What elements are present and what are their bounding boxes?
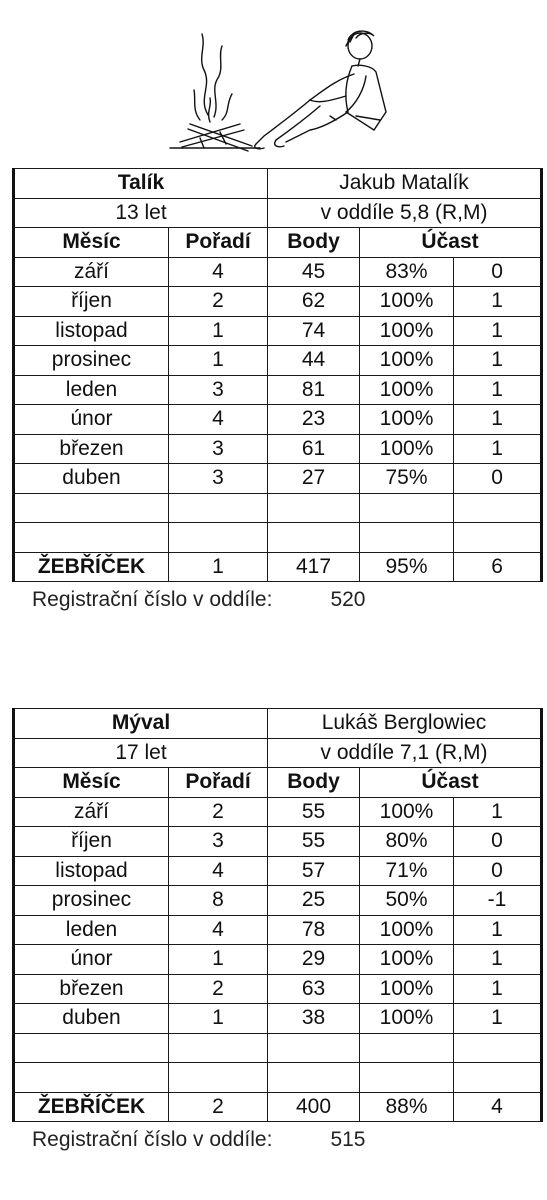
cell-rank: 3 [169, 464, 268, 494]
cell-attendance: 100% [360, 1004, 454, 1034]
member-tenure: v oddíle 5,8 (R,M) [268, 198, 542, 228]
empty-cell [268, 493, 360, 523]
member-nickname: Mýval [14, 709, 268, 739]
cell-month: září [14, 257, 169, 287]
cell-points: 44 [268, 346, 360, 376]
cell-points: 81 [268, 375, 360, 405]
cell-points: 78 [268, 915, 360, 945]
cell-rank: 4 [169, 405, 268, 435]
empty-cell [268, 523, 360, 553]
cell-month: září [14, 797, 169, 827]
cell-points: 38 [268, 1004, 360, 1034]
member-table [12, 168, 543, 582]
registration-label: Registrační číslo v oddíle: [32, 588, 273, 611]
empty-cell [454, 493, 542, 523]
empty-cell [268, 1063, 360, 1093]
cell-attendance: 100% [360, 945, 454, 975]
empty-cell [360, 1063, 454, 1093]
cell-points: 74 [268, 316, 360, 346]
empty-cell [14, 1033, 169, 1063]
cell-month: duben [14, 1004, 169, 1034]
cell-delta: 1 [454, 287, 542, 317]
column-header-points: Body [268, 228, 360, 258]
summary-label: ŽEBŘÍČEK [14, 552, 169, 582]
cell-delta: 1 [454, 375, 542, 405]
campfire-illustration [160, 20, 420, 160]
cell-rank: 8 [169, 886, 268, 916]
column-header-points: Body [268, 768, 360, 798]
cell-attendance: 83% [360, 257, 454, 287]
table-row [14, 856, 542, 886]
table-row [14, 287, 542, 317]
summary-rank: 1 [169, 552, 268, 582]
cell-attendance: 50% [360, 886, 454, 916]
cell-month: říjen [14, 287, 169, 317]
cell-points: 63 [268, 974, 360, 1004]
empty-row [14, 1033, 542, 1063]
cell-delta: 1 [454, 346, 542, 376]
cell-delta: 1 [454, 974, 542, 1004]
cell-attendance: 100% [360, 375, 454, 405]
empty-cell [169, 1033, 268, 1063]
cell-month: listopad [14, 316, 169, 346]
cell-attendance: 80% [360, 827, 454, 857]
cell-month: březen [14, 974, 169, 1004]
empty-cell [169, 523, 268, 553]
empty-cell [14, 493, 169, 523]
column-header-month: Měsíc [14, 768, 169, 798]
table-row [14, 886, 542, 916]
cell-delta: 1 [454, 316, 542, 346]
cell-points: 57 [268, 856, 360, 886]
empty-cell [454, 523, 542, 553]
cell-attendance: 100% [360, 915, 454, 945]
empty-cell [169, 493, 268, 523]
cell-points: 29 [268, 945, 360, 975]
registration-number: 515 [330, 1128, 366, 1151]
cell-delta: 1 [454, 915, 542, 945]
registration-number: 520 [330, 588, 366, 611]
column-header-attendance: Účast [360, 228, 542, 258]
cell-month: únor [14, 405, 169, 435]
summary-delta: 4 [454, 1092, 542, 1122]
registration-line [12, 588, 540, 612]
cell-rank: 3 [169, 375, 268, 405]
empty-cell [454, 1033, 542, 1063]
member-full-name: Jakub Matalík [268, 169, 542, 199]
cell-rank: 4 [169, 856, 268, 886]
cell-rank: 1 [169, 1004, 268, 1034]
cell-points: 61 [268, 434, 360, 464]
cell-rank: 3 [169, 434, 268, 464]
summary-attendance: 95% [360, 552, 454, 582]
empty-cell [454, 1063, 542, 1093]
table-row [14, 316, 542, 346]
table-row [14, 827, 542, 857]
cell-attendance: 100% [360, 346, 454, 376]
table-row [14, 257, 542, 287]
cell-rank: 2 [169, 797, 268, 827]
summary-points: 400 [268, 1092, 360, 1122]
table-row [14, 945, 542, 975]
empty-row [14, 523, 542, 553]
cell-delta: 0 [454, 257, 542, 287]
table-row [14, 797, 542, 827]
cell-points: 23 [268, 405, 360, 435]
cell-attendance: 100% [360, 974, 454, 1004]
member-tenure: v oddíle 7,1 (R,M) [268, 738, 542, 768]
cell-delta: 0 [454, 464, 542, 494]
cell-delta: 1 [454, 1004, 542, 1034]
column-header-attendance: Účast [360, 768, 542, 798]
cell-month: listopad [14, 856, 169, 886]
cell-points: 27 [268, 464, 360, 494]
cell-delta: -1 [454, 886, 542, 916]
cell-delta: 1 [454, 797, 542, 827]
empty-cell [360, 493, 454, 523]
empty-row [14, 493, 542, 523]
member-card [12, 708, 540, 1152]
cell-attendance: 100% [360, 434, 454, 464]
empty-row [14, 1063, 542, 1093]
cell-rank: 4 [169, 257, 268, 287]
cell-month: duben [14, 464, 169, 494]
cell-points: 62 [268, 287, 360, 317]
cell-rank: 3 [169, 827, 268, 857]
member-nickname: Talík [14, 169, 268, 199]
empty-cell [360, 1033, 454, 1063]
table-row [14, 974, 542, 1004]
table-row [14, 434, 542, 464]
cell-rank: 2 [169, 974, 268, 1004]
member-age: 13 let [14, 198, 268, 228]
cell-rank: 1 [169, 346, 268, 376]
cell-points: 55 [268, 797, 360, 827]
cell-rank: 1 [169, 316, 268, 346]
empty-cell [268, 1033, 360, 1063]
cell-attendance: 100% [360, 287, 454, 317]
cell-delta: 1 [454, 434, 542, 464]
summary-points: 417 [268, 552, 360, 582]
table-row [14, 464, 542, 494]
cell-month: leden [14, 915, 169, 945]
empty-cell [14, 1063, 169, 1093]
cell-month: prosinec [14, 346, 169, 376]
column-header-rank: Pořadí [169, 228, 268, 258]
summary-attendance: 88% [360, 1092, 454, 1122]
cell-delta: 0 [454, 856, 542, 886]
member-table [12, 708, 543, 1122]
cell-points: 55 [268, 827, 360, 857]
member-age: 17 let [14, 738, 268, 768]
table-row [14, 405, 542, 435]
cell-month: leden [14, 375, 169, 405]
summary-delta: 6 [454, 552, 542, 582]
column-header-month: Měsíc [14, 228, 169, 258]
cell-month: říjen [14, 827, 169, 857]
cell-attendance: 75% [360, 464, 454, 494]
cell-attendance: 71% [360, 856, 454, 886]
member-card [12, 168, 540, 612]
cell-rank: 4 [169, 915, 268, 945]
summary-row [14, 552, 542, 582]
cell-month: březen [14, 434, 169, 464]
registration-label: Registrační číslo v oddíle: [32, 1128, 273, 1151]
summary-label: ŽEBŘÍČEK [14, 1092, 169, 1122]
cell-points: 45 [268, 257, 360, 287]
member-full-name: Lukáš Berglowiec [268, 709, 542, 739]
table-row [14, 375, 542, 405]
cell-attendance: 100% [360, 316, 454, 346]
table-row [14, 346, 542, 376]
empty-cell [14, 523, 169, 553]
cell-points: 25 [268, 886, 360, 916]
summary-row [14, 1092, 542, 1122]
cell-delta: 1 [454, 945, 542, 975]
cell-month: prosinec [14, 886, 169, 916]
cell-month: únor [14, 945, 169, 975]
cell-attendance: 100% [360, 405, 454, 435]
empty-cell [169, 1063, 268, 1093]
cell-attendance: 100% [360, 797, 454, 827]
column-header-rank: Pořadí [169, 768, 268, 798]
empty-cell [360, 523, 454, 553]
table-row [14, 1004, 542, 1034]
cell-delta: 0 [454, 827, 542, 857]
table-row [14, 915, 542, 945]
summary-rank: 2 [169, 1092, 268, 1122]
cell-rank: 2 [169, 287, 268, 317]
cell-delta: 1 [454, 405, 542, 435]
cell-rank: 1 [169, 945, 268, 975]
registration-line [12, 1128, 540, 1152]
